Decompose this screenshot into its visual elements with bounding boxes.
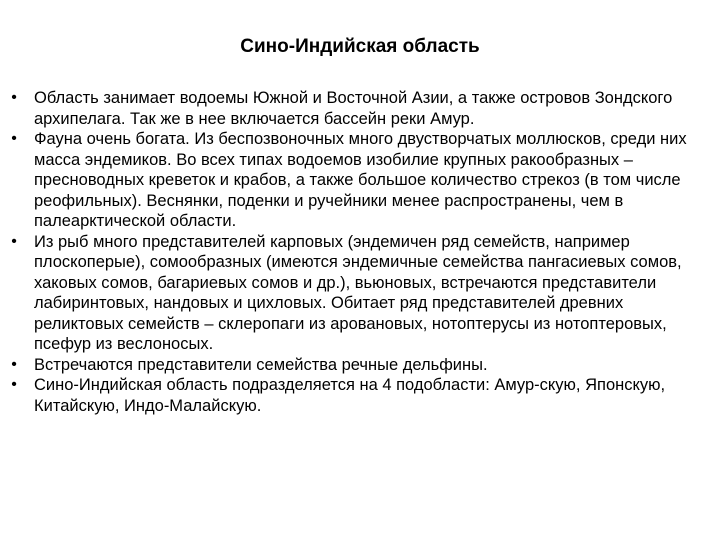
bullet-text: Из рыб много представителей карповых (эндемичен ряд семейств, например плоскоперые), сомообразных (имеются эндемичные семейства пангасиевых сомов, хаковых сомов, багариевых сомов и др.), вьюновых, встречаются представители лабиринтовых, нандовых и цихловых. Обитает ряд представителей древних реликтовых семейств – склеропаги из аровановых, нотоптерусы из нотоптеровых, псефур из веслоносых. <box>34 232 682 353</box>
bullet-list <box>0 88 705 416</box>
bullet-text: Фауна очень богата. Из беспозвоночных много двустворчатых моллюсков, среди них масса эндемиков. Во всех типах водоемов изобилие крупных ракообразных – пресноводных креветок и крабов, а также большое количество стрекоз (в том числе реофильных). Веснянки, поденки и ручейники менее распространены, чем в палеарктической области. <box>34 130 687 230</box>
list-item <box>0 129 705 232</box>
bullet-marker: • <box>11 130 17 147</box>
bullet-text: Область занимает водоемы Южной и Восточной Азии, а также островов Зондского архипелага. Так же в нее включается бассейн реки Амур. <box>34 89 673 128</box>
list-item <box>0 232 705 355</box>
bullet-marker: • <box>11 376 17 393</box>
bullet-marker: • <box>11 355 17 373</box>
list-item <box>0 375 705 416</box>
bullet-marker: • <box>11 89 17 106</box>
list-item <box>0 355 705 376</box>
bullet-text: Сино-Индийская область подразделяется на 4 подобласти: Амур-скую, Японскую, Китайскую, Индо-Малайскую. <box>34 376 666 415</box>
bullet-text: Встречаются представители семейства речные дельфины. <box>34 355 488 374</box>
slide-title: Сино-Индийская область <box>240 36 480 57</box>
bullet-marker: • <box>11 232 17 250</box>
list-item <box>0 88 705 129</box>
